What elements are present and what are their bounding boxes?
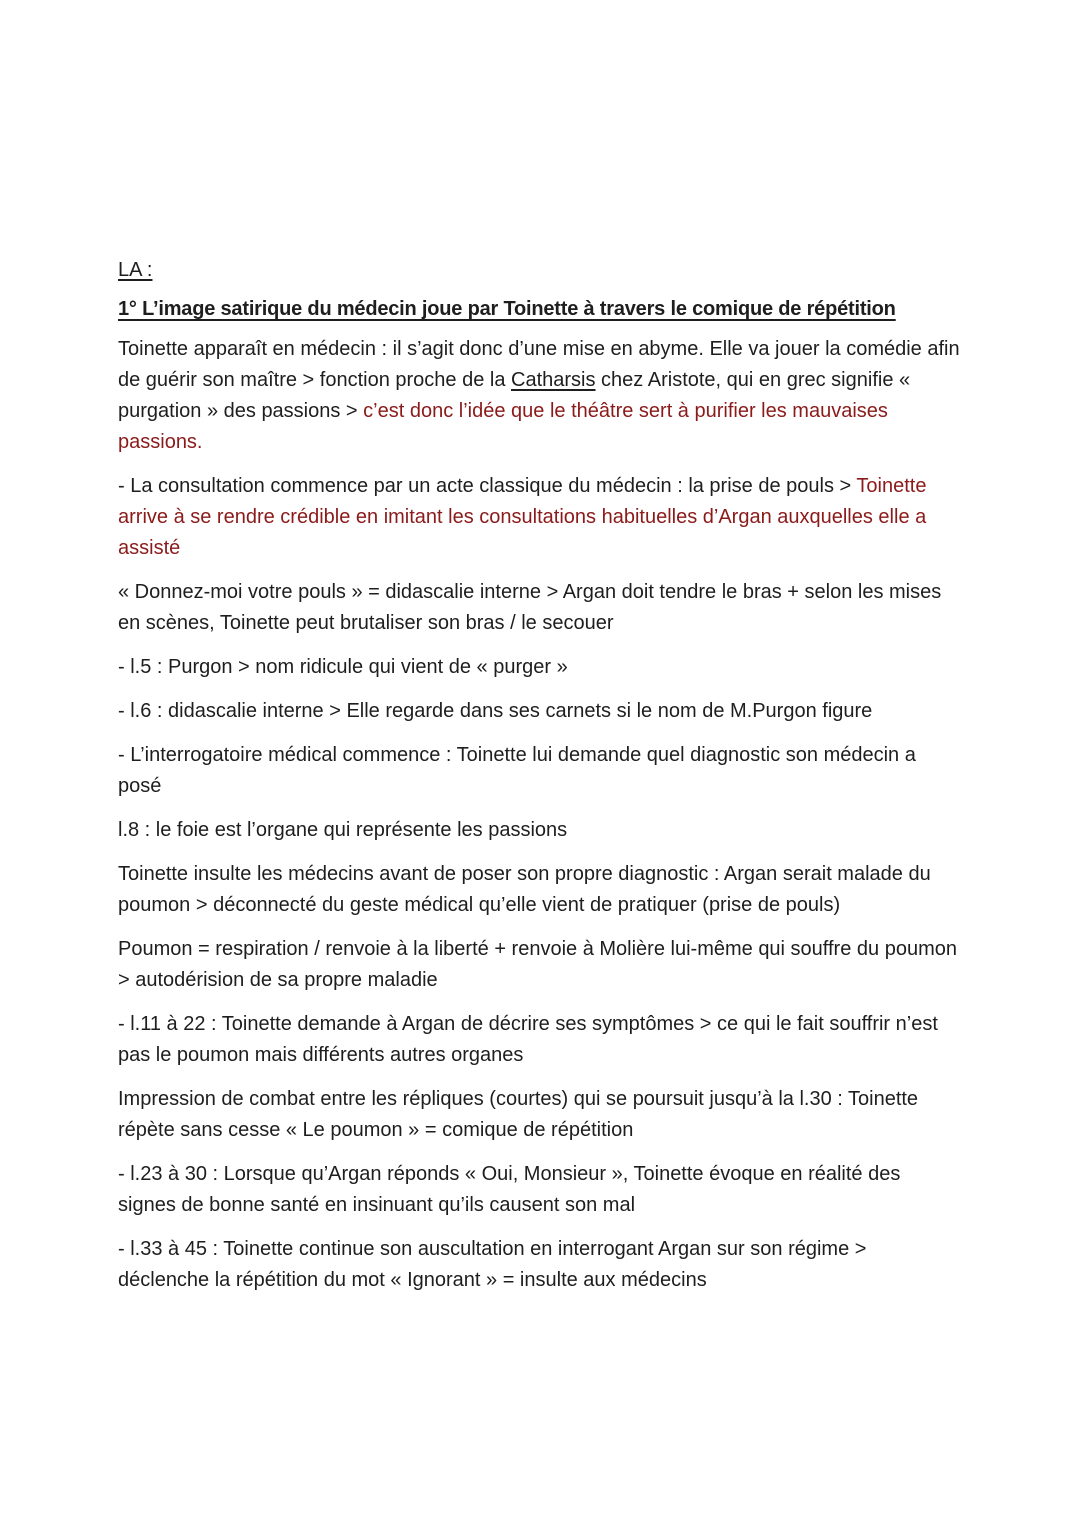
highlighted-text: c’est donc l’idée que le théâtre sert à purifier les mauvaises passions. bbox=[118, 400, 888, 453]
section-label: LA : bbox=[118, 259, 153, 281]
section-title: 1° L’image satirique du médecin joue par Toinette à travers le comique de répétition bbox=[118, 298, 896, 320]
paragraph: - l.11 à 22 : Toinette demande à Argan de décrire ses symptômes > ce qui le fait souffrir n’est pas le poumon mais différents autres organes bbox=[118, 1013, 938, 1066]
paragraph: - l.6 : didascalie interne > Elle regarde dans ses carnets si le nom de M.Purgon figure bbox=[118, 700, 873, 722]
paragraph: Toinette insulte les médecins avant de poser son propre diagnostic : Argan serait malade du poumon > déconnecté du geste médical qu’elle vient de pratiquer (prise de pouls) bbox=[118, 863, 931, 916]
paragraph: - L’interrogatoire médical commence : Toinette lui demande quel diagnostic son médecin a posé bbox=[118, 744, 916, 797]
paragraph bbox=[118, 471, 963, 564]
paragraph-text: - La consultation commence par un acte classique du médecin : la prise de pouls > bbox=[118, 475, 857, 497]
paragraph bbox=[118, 334, 963, 458]
paragraph: Poumon = respiration / renvoie à la liberté + renvoie à Molière lui-même qui souffre du poumon > autodérision de sa propre maladie bbox=[118, 938, 957, 991]
paragraph: « Donnez-moi votre pouls » = didascalie interne > Argan doit tendre le bras + selon les mises en scènes, Toinette peut brutaliser son bras / le secouer bbox=[118, 581, 942, 634]
paragraph: l.8 : le foie est l’organe qui représente les passions bbox=[118, 819, 568, 841]
paragraph: - l.33 à 45 : Toinette continue son auscultation en interrogant Argan sur son régime > déclenche la répétition du mot « Ignorant » = insulte aux médecins bbox=[118, 1238, 867, 1291]
paragraph: - l.23 à 30 : Lorsque qu’Argan réponds « Oui, Monsieur », Toinette évoque en réalité des signes de bonne santé en insinuant qu’ils causent son mal bbox=[118, 1163, 901, 1216]
paragraph-text: Toinette apparaît en médecin : il s’agit donc d’une mise en abyme. Elle va jouer la comédie afin de guérir son maître > fonction proche de la bbox=[118, 338, 960, 391]
document-content bbox=[118, 255, 963, 1309]
paragraph: Impression de combat entre les répliques (courtes) qui se poursuit jusqu’à la l.30 : Toinette répète sans cesse « Le poumon » = comique de répétition bbox=[118, 1088, 919, 1141]
paragraph-text: chez Aristote, qui en grec signifie « purgation » des passions > bbox=[118, 369, 911, 422]
paragraph: - l.5 : Purgon > nom ridicule qui vient de « purger » bbox=[118, 656, 568, 678]
catharsis-term: Catharsis bbox=[511, 369, 596, 391]
highlighted-text: Toinette arrive à se rendre crédible en imitant les consultations habituelles d’Argan auxquelles elle a assisté bbox=[118, 475, 927, 559]
